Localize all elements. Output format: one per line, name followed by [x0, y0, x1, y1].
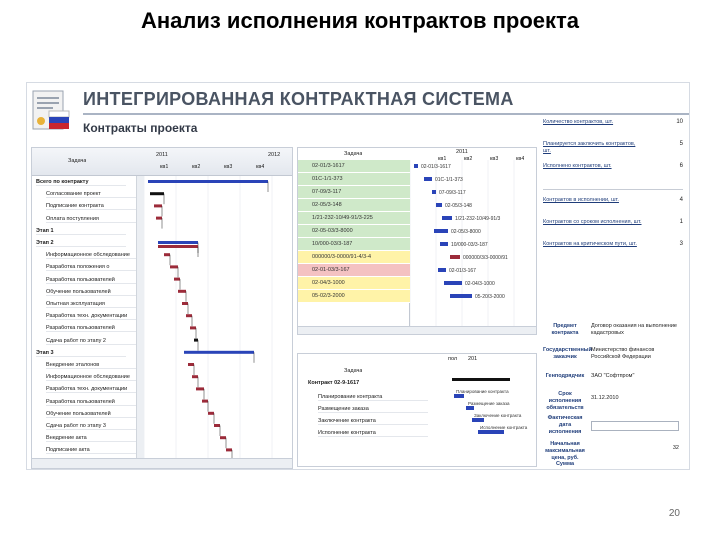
gantt-bar	[472, 418, 484, 422]
gantt-bar	[444, 281, 462, 285]
stat-row[interactable]	[543, 219, 683, 239]
task-row[interactable]: Этап 2	[36, 240, 126, 247]
stat-label[interactable]: Контрактов на критическом пути, шт.	[543, 241, 637, 247]
task-row[interactable]: Разработка пользователей	[46, 325, 136, 332]
gantt-bar	[164, 253, 170, 256]
task-row[interactable]: Этап 1	[36, 228, 126, 235]
stat-row[interactable]	[543, 241, 683, 261]
quarter-label: кв2	[464, 156, 473, 162]
gantt-bar	[174, 278, 180, 281]
gantt-bar	[454, 394, 464, 398]
contract-row[interactable]: 10/000-03/3-187	[298, 238, 410, 251]
gantt-bar	[158, 245, 198, 248]
gantt-bar	[424, 177, 432, 181]
bar-label: 02-01/3-1617	[421, 164, 451, 170]
stat-value: 10	[676, 119, 683, 125]
system-title: ИНТЕГРИРОВАННАЯ КОНТРАКТНАЯ СИСТЕМА	[83, 89, 514, 109]
gantt-bar	[150, 192, 164, 195]
max-price-label: Начальная максимальная цена, руб.	[545, 441, 585, 461]
sum-label: Сумма	[555, 461, 575, 467]
gantt-bar	[220, 436, 226, 439]
task-row[interactable]: Обучение пользователей	[46, 289, 136, 296]
gantt-bar	[194, 339, 198, 342]
actual-date-label: Фактическая дата исполнения	[547, 415, 583, 435]
bar-label: Размещение заказа	[468, 401, 510, 406]
stat-row[interactable]	[543, 119, 683, 139]
customer-value: Министерство финансов Российской Федерации	[591, 347, 655, 360]
stat-row[interactable]	[543, 197, 683, 217]
bar-label: 02-04/3-1000	[465, 281, 495, 287]
stage-row[interactable]: Заключение контракта	[318, 418, 428, 425]
gantt-bar	[186, 314, 192, 317]
customer-label: Государственный заказчик	[543, 347, 592, 360]
stat-value: 3	[679, 241, 683, 247]
task-row[interactable]: Обучение пользователей	[46, 411, 136, 418]
slide-title: Анализ исполнения контрактов проекта	[140, 8, 580, 33]
document-flag-icon	[29, 87, 73, 135]
quarter-label: кв1	[160, 164, 169, 170]
task-row[interactable]: Разработка техн. документации	[46, 386, 136, 393]
contract-row[interactable]: 01С-1/1-373	[298, 173, 410, 186]
bar-label: 000000/3/3-0000/91	[463, 255, 508, 261]
quarter-label: кв4	[256, 164, 265, 170]
bar-label: Исполнение контракта	[480, 425, 528, 430]
contracts-gantt-panel	[297, 147, 537, 335]
year-label: 2011	[456, 149, 468, 155]
contract-row[interactable]: 02-01-03/3-167	[298, 264, 410, 277]
task-row[interactable]: Внедрение акта	[46, 435, 136, 442]
stage-row[interactable]: Исполнение контракта	[318, 430, 428, 437]
stat-label[interactable]: Контрактов в исполнении, шт.	[543, 197, 619, 203]
application-window	[26, 82, 690, 470]
gantt-bar	[190, 326, 196, 329]
task-row[interactable]: Сдача работ по этапу 3	[46, 423, 136, 430]
task-row[interactable]: Сдача работ по этапу 2	[46, 338, 136, 345]
gantt-bar	[466, 406, 474, 410]
summary-bar	[452, 378, 510, 381]
year-label: 2012	[268, 152, 281, 158]
contract-row[interactable]: 05-02/3-2000	[298, 290, 410, 303]
gantt-bar	[156, 217, 162, 220]
gantt-bar	[158, 241, 198, 244]
gantt-chart	[410, 160, 536, 326]
gantt-bar	[438, 268, 446, 272]
stat-value: 1	[679, 219, 683, 225]
bar-label: 05-20/3-2000	[475, 294, 505, 300]
contract-stages-panel	[297, 353, 537, 467]
task-row[interactable]: Разработка пользователей	[46, 399, 136, 406]
gantt-bar	[414, 164, 418, 168]
year-label: 201	[468, 356, 478, 362]
gantt-bar	[154, 204, 162, 207]
contract-gantt-panel	[31, 147, 293, 469]
gantt-bar	[442, 216, 452, 220]
task-column-header[interactable]: Задача	[68, 158, 87, 164]
task-list	[32, 176, 144, 460]
contractor-value: ЗАО "Софтпром"	[591, 373, 635, 379]
task-row[interactable]: Оплата поступления	[46, 216, 136, 223]
contract-row[interactable]: 02-04/3-1000	[298, 277, 410, 290]
bar-label: 02-05/3-148	[445, 203, 472, 209]
bar-label: Заключение контракта	[474, 413, 522, 418]
section-title: Контракты проекта	[83, 121, 198, 135]
task-row[interactable]: Разработка пользователей	[46, 277, 136, 284]
gantt-bar	[182, 302, 188, 305]
stat-row[interactable]	[543, 163, 683, 183]
gantt-bar	[192, 375, 198, 378]
gantt-bar	[436, 203, 442, 207]
bar-label: 01С-1/1-373	[435, 177, 463, 183]
gantt-bar	[226, 448, 232, 451]
contract-list	[298, 160, 410, 326]
gantt-bar	[148, 180, 268, 183]
deadline-label: Срок исполнения обязательств	[546, 391, 584, 411]
quarter-label: кв2	[192, 164, 201, 170]
gantt-bar	[440, 242, 448, 246]
stat-value: 6	[679, 163, 683, 169]
task-row[interactable]: Подписание контракта	[46, 203, 136, 210]
gantt-bar	[196, 387, 204, 390]
horizontal-scrollbar[interactable]	[32, 458, 292, 468]
gantt-chart	[438, 364, 536, 464]
task-row[interactable]: Информационное обследование	[46, 252, 136, 259]
gantt-bar	[178, 290, 186, 293]
gantt-bar	[208, 412, 214, 415]
bar-label: 02-05/3-8000	[451, 229, 481, 235]
bar-label: Планирование контракта	[456, 389, 509, 394]
bar-label: 02-01/3-167	[449, 268, 476, 274]
quarter-label: кв4	[516, 156, 525, 162]
gantt-bar	[188, 363, 194, 366]
gantt-bar	[170, 265, 178, 268]
task-row[interactable]: Информационное обследование	[46, 374, 136, 381]
contract-root-row[interactable]: Контракт 02-9-1617	[308, 380, 360, 386]
contract-row[interactable]: 02-01/3-1617	[298, 160, 410, 173]
quarter-label: кв3	[224, 164, 233, 170]
task-row[interactable]: Внедрение эталонов	[46, 362, 136, 369]
gantt-bar	[214, 424, 220, 427]
period-label: пол	[448, 356, 458, 362]
task-row[interactable]: Разработка положения о	[46, 264, 136, 271]
quarter-label: кв3	[490, 156, 499, 162]
gantt-bar	[202, 400, 208, 403]
stage-row[interactable]: Размещение заказа	[318, 406, 428, 413]
contract-row[interactable]: 02-05-03/3-8000	[298, 225, 410, 238]
contract-row[interactable]: 000000/3-0000/91-4/3-4	[298, 251, 410, 264]
task-column-header[interactable]: Задача	[344, 368, 363, 374]
stat-label[interactable]: Планируется заключить контрактов, шт.	[543, 141, 636, 154]
gantt-bar	[450, 294, 472, 298]
task-row[interactable]: Всего по контракту	[36, 179, 126, 186]
gantt-bar	[184, 351, 254, 354]
gantt-bar	[434, 229, 448, 233]
stat-row[interactable]	[543, 141, 683, 161]
gantt-bar	[432, 190, 436, 194]
divider	[543, 189, 683, 190]
title-divider	[83, 113, 689, 115]
vertical-scrollbar[interactable]	[136, 176, 144, 460]
task-row[interactable]: Разработка техн. документации	[46, 313, 136, 320]
statistics-panel	[539, 117, 689, 469]
stat-value: 5	[679, 141, 683, 147]
stat-label[interactable]: Количество контрактов, шт.	[543, 119, 614, 125]
gantt-bar	[450, 255, 460, 259]
contractor-label: Генподрядчик	[545, 373, 585, 379]
subject-value: Договор оказания на выполнение кадастровых	[591, 323, 677, 336]
bar-label: 1/21-232-10/49-91/3	[455, 216, 501, 222]
bar-label: 07-09/3-117	[439, 190, 466, 196]
contract-row[interactable]: 07-09/3-117	[298, 186, 410, 199]
horizontal-scrollbar[interactable]	[298, 326, 536, 334]
gantt-header	[32, 148, 292, 176]
task-column-header[interactable]: Задача	[344, 151, 363, 157]
actual-date-field[interactable]	[591, 421, 679, 431]
contract-row[interactable]: 02-05/3-148	[298, 199, 410, 212]
gantt-bar	[478, 430, 504, 434]
task-row[interactable]: Подписание акта	[46, 447, 136, 454]
task-row[interactable]: Этап 3	[36, 350, 126, 357]
subject-label: Предмет контракта	[551, 323, 579, 336]
year-label: 2011	[156, 152, 168, 158]
task-row[interactable]: Опытная эксплуатация	[46, 301, 136, 308]
stage-row[interactable]: Планирование контракта	[318, 394, 428, 401]
quarter-label: кв1	[438, 156, 447, 162]
task-row[interactable]: Согласование проект	[46, 191, 136, 198]
stat-value: 4	[679, 197, 683, 203]
page-number: 20	[668, 508, 680, 519]
deadline-value: 31.12.2010	[591, 395, 619, 401]
bar-label: 10/000-03/3-187	[451, 242, 488, 248]
stat-label[interactable]: Контрактов со сроком исполнения, шт.	[543, 219, 642, 225]
max-price-value: 32	[672, 445, 679, 451]
gantt-chart	[144, 176, 292, 460]
stat-label[interactable]: Исполнено контрактов, шт.	[543, 163, 612, 169]
contract-row[interactable]: 1/21-232-10/49-91/3-225	[298, 212, 410, 225]
